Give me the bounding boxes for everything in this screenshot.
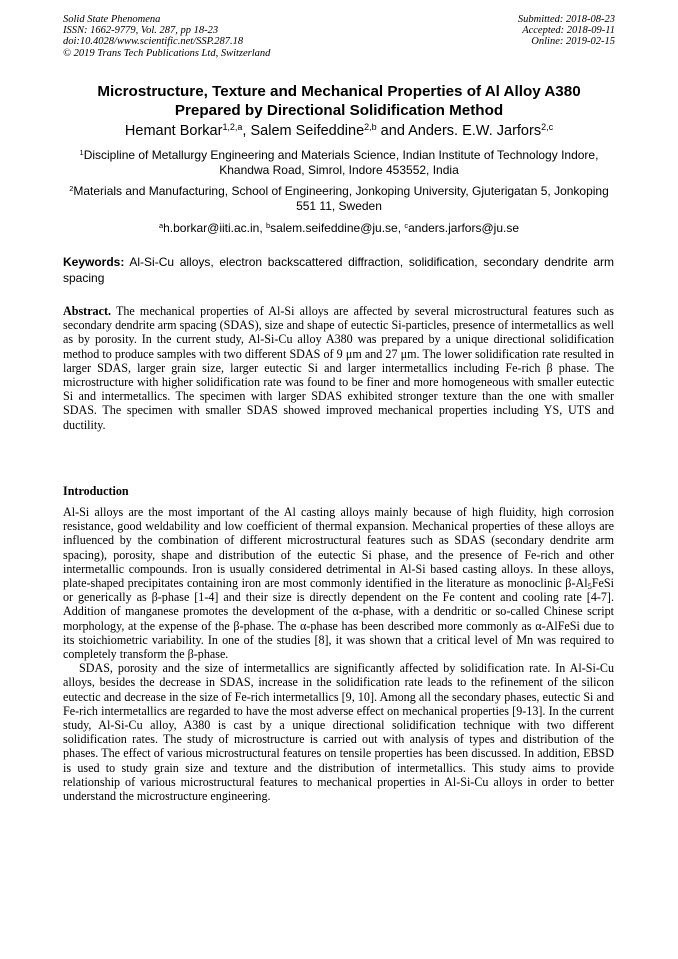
author-affiliation-mark: 2,c — [541, 122, 554, 133]
affiliation-text: Discipline of Metallurgy Engineering and Materials Science, Indian Institute of Technology Indore, Khandwa Road, Simrol, Indore 453552, India — [83, 148, 599, 177]
author-name: Anders. E.W. Jarfors — [408, 123, 542, 139]
submitted-date: Submitted: 2018-08-23 — [517, 14, 615, 25]
journal-issn: ISSN: 1662-9779, Vol. 287, pp 18-23 — [63, 25, 219, 37]
online-date: Online: 2019-02-15 — [531, 36, 615, 48]
author-separator: , — [242, 123, 251, 139]
author-affiliation-mark: 2,b — [364, 122, 377, 133]
abstract — [63, 304, 614, 432]
author-emails — [40, 221, 638, 236]
subscript: 5 — [587, 581, 592, 592]
paper-title-line-1: Microstructure, Texture and Mechanical Properties of Al Alloy A380 — [97, 83, 581, 100]
keywords — [63, 255, 614, 286]
keywords-label: Keywords: — [63, 255, 125, 269]
journal-copyright: © 2019 Trans Tech Publications Ltd, Switzerland — [63, 47, 271, 59]
journal-info — [63, 14, 270, 59]
section-heading: Introduction — [63, 484, 129, 498]
journal-doi: doi:10.4028/www.scientific.net/SSP.287.18 — [63, 36, 244, 48]
email-address: anders.jarfors@ju.se — [408, 221, 520, 235]
paragraph — [63, 505, 614, 661]
paragraph: SDAS, porosity and the size of intermetallics are significantly affected by solidification rate. In Al-Si-Cu alloys, besides the decrease in SDAS, increase in the solidification rate leads to the refinement of the silicon eutectic and decrease in the size of Fe-rich intermetallics [9, 10]. Among all the secondary phases, eutectic Si and Fe-rich intermetallics are regarded to have the most adverse effect on mechanical properties [9-13]. In the current study, Al-Si-Cu alloy, A380 is cast by a unique directional solidification technique with two different solidification rates. The study of microstructure is carried out with analysis of types and distribution of the phases. The effect of various microstructural features on tensile properties has been discussed. In addition, EBSD is used to study grain size and texture and the distribution of intermetallics. This study aims to provide relationship of various microstructural features to mechanical properties in Al-Si-Cu alloys in order to better understand the microstructure engineering. — [63, 661, 614, 804]
affiliation-1 — [60, 148, 618, 178]
email-address: salem.seifeddine@ju.se, — [270, 221, 405, 235]
author-list — [40, 122, 638, 140]
email-mark: c — [404, 220, 409, 230]
paper-title-line-2: Prepared by Directional Solidification Method — [174, 102, 504, 119]
affiliation-2 — [60, 184, 618, 214]
author-name: Salem Seifeddine — [250, 123, 365, 139]
email-mark: a — [158, 220, 164, 230]
paragraph-text: Al-Si alloys are the most important of the Al casting alloys mainly because of high fluidity, high corrosion resistance, good weldability and low coefficient of thermal expansion. Mechanical properties of these alloys are influenced by the combination of different microstructural features such as SDAS (secondary dendrite arm spacing), porosity, shape and distribution of the eutectic Si phase, and the presence of Fe-rich and other intermetallic compounds. Iron is usually considered detrimental in Al-Si based casting alloys. In these alloys, plate-shaped precipitates containing iron are most commonly identified in the literature as monoclinic β-Al — [63, 505, 614, 591]
accepted-date: Accepted: 2018-09-11 — [522, 25, 615, 37]
affiliation-mark: 2 — [69, 183, 74, 193]
paper-title — [40, 82, 638, 120]
email-address: h.borkar@iiti.ac.in, — [163, 221, 266, 235]
author-affiliation-mark: 1,2,a — [222, 122, 243, 133]
abstract-label: Abstract. — [63, 304, 112, 318]
abstract-text: The mechanical properties of Al-Si alloys are affected by several microstructural features such as secondary dendrite arm spacing (SDAS), size and shape of eutectic Si-particles, presence of intermetallics as well as by porosity. In the current study, Al-Si-Cu alloy A380 was prepared by a unique directional solidification method to produce samples with two different SDAS of 9 μm and 27 μm. The lower solidification rate resulted in larger SDAS, larger grain size, larger eutectic Si and larger intermetallics including Fe-rich β phase. The microstructure with higher solidification rate was found to be finer and more homogeneous with smaller eutectic Si and intermetallics. The specimen with larger SDAS exhibited stronger texture than the one with smaller SDAS. The specimen with smaller SDAS showed improved mechanical properties including YS, UTS and ductility. — [63, 304, 614, 432]
introduction-body — [63, 505, 614, 803]
submission-dates — [518, 14, 615, 48]
journal-name: Solid State Phenomena — [63, 14, 161, 25]
author-name: Hemant Borkar — [124, 123, 223, 139]
author-separator: and — [376, 123, 409, 139]
keywords-text: Al-Si-Cu alloys, electron backscattered diffraction, solidification, secondary dendrite arm spacing — [63, 255, 614, 285]
affiliation-mark: 1 — [79, 147, 84, 157]
paragraph-text: FeSi or generically as β-phase [1-4] and their size is directly dependent on the Fe content and cooling rate [4-7]. Addition of manganese promotes the development of the α-phase, with a dendritic or so-called Chinese script morphology, at the expense of the β-phase. The α-phase has been described more commonly as α-AlFeSi due to its stoichiometric variability. In one of the studies [8], it was shown that a critical level of Mn was required to completely transform the β-phase. — [63, 576, 614, 662]
affiliation-text: Materials and Manufacturing, School of Engineering, Jonkoping University, Gjuterigatan 5, Jonkoping 551 11, Sweden — [73, 184, 609, 213]
email-mark: b — [266, 220, 271, 230]
